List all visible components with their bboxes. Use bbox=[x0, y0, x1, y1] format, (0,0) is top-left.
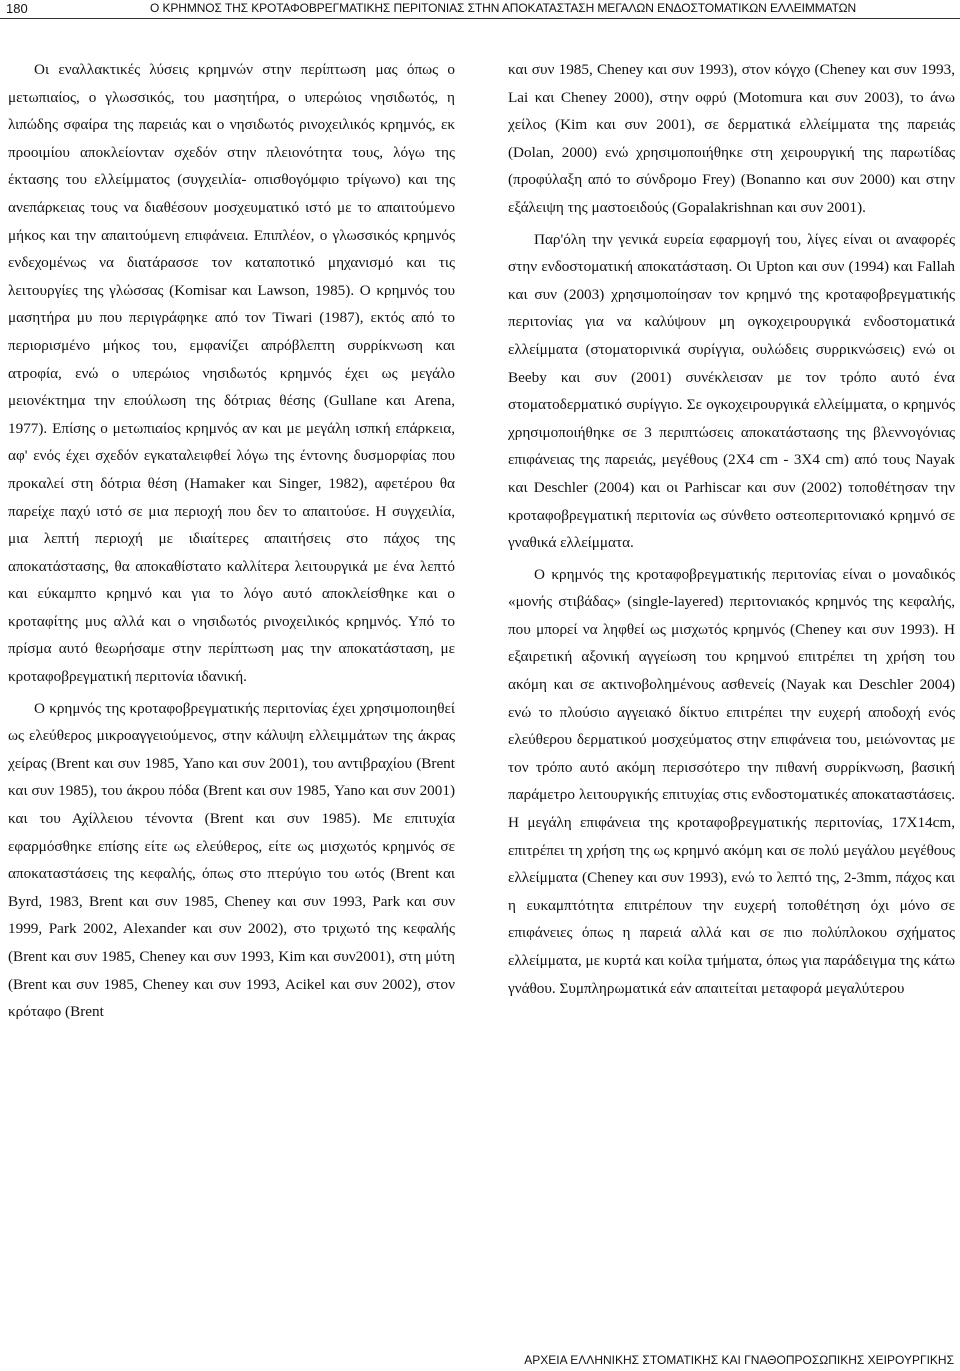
page-number: 180 bbox=[6, 1, 28, 16]
right-paragraph-3: Ο κρημνός της κροταφοβρεγματικής περιτονίας είναι ο μοναδικός «μονής στιβάδας» (single-layered) περιτονιακός κρημνός της κεφαλής, που μπορεί να ληφθεί ως μισχωτός κρημνός (Cheney και συν 1993). Η εξαιρετική αξονική αγγείωση του κρημνού επιτρέπει τη χρήση του ακόμη και σε ακτινοβολημένους ασθενείς (Nayak και Deschler 2004) ενώ το πλούσιο αγγειακό δίκτυο επιτρέπει την ευχερή αποδοχή ενός ελεύθερου δερματικού μοσχεύματος στην επιφάνεια του, μειώνοντας με τον τρόπο αυτό ακόμη περισσότερο την πιθανή συρρίκνωση, βασική παράμετρο λειτουργικής επιτυχίας στις ενδοστοματικές αποκαταστάσεις. Η μεγάλη επιφάνεια της κροταφοβρεγματικής περιτονίας, 17X14cm, επιτρέπει τη χρήση της ως κρημνό ακόμη και σε πολύ μεγάλου μεγέθους ελλείμματα (Cheney και συν 1993), ενώ το λεπτό της, 2-3mm, πάχος και η ευκαμπτότητα επιτρέπουν την ευχερή τοποθέτηση όχι μόνο σε επιφάνειες όπως η παρειά αλλά και σε πιο πολύπλοκου σχήματος ελλείμματα, με κυρτά και κοίλα τμήματα, όπως για παράδειγμα της κάτω γνάθου. Συμπληρωματικά εάν απαιτείται μεταφορά μεγαλύτερου bbox=[508, 565, 955, 997]
left-paragraph-2: Ο κρημνός της κροταφοβρεγματικής περιτονίας έχει χρησιμοποιηθεί ως ελεύθερος μικροαγγειούμενος, στην κάλυψη ελλειμμάτων της άκρας χείρας (Brent και συν 1985, Yano και συν 2001), του αντιβραχίου (Brent και συν 1985), του άκρου πόδα (Brent και συν 1985, Yano και συν 2001) και του Αχίλλειου τένοντα (Brent και συν 1985). Με επιτυχία εφαρμόσθηκε επίσης είτε ως ελεύθερος, είτε ως μισχωτός κρημνός σε αποκαταστάσεις της κεφαλής, όπως στο πτερύγιο του ωτός (Brent και Byrd, 1983, Brent και συν 1985, Cheney και συν 1993, Park και συν 1999, Park 2002, Alexander και συν 2002), στο τριχωτό της κεφαλής (Brent και συν 1985, Cheney και συν 1993, Kim και συν2001), στη μύτη (Brent και συν 1985, Cheney και συν 1993, Acikel και συν 2002), στον κρόταφο (Brent bbox=[8, 699, 455, 1021]
right-column bbox=[508, 56, 955, 1002]
left-paragraph-1: Οι εναλλακτικές λύσεις κρημνών στην περίπτωση μας όπως ο μετωπιαίος, ο γλωσσικός, του μασητήρα, ο υπερώιος νησιδωτός, η λιπώδης σφαίρα της παρειάς και ο νησιδωτός ρινοχειλικός κρημνός, εκ προοιμίου αποκλείονταν σχεδόν στην πλειονότητα τους, λόγω της έκτασης του ελλείμματος (συγχειλία- οπισθογόμφιο τρίγωνο) και της ανεπάρκειας τους να διαθέσουν μοσχευματικό ιστό με το απαιτούμενο μήκος και την απαιτούμενη επιφάνεια. Επιπλέον, ο γλωσσικός κρημνός ενδεχομένως να διατάρασσε τον καταποτικό μηχανισμό και τις λειτουργίες της γλώσσας (Komisar και Lawson, 1985). Ο κρημνός του μασητήρα μυ που περιγράφηκε από τον Tiwari (1987), εκτός από το περιορισμένο μήκος του, εμφανίζει απρόβλεπτη συρρίκνωση και ατροφία, ενώ ο υπερώιος νησιδωτός κρημνός έχει ως μεγάλο μειονέκτημα την επούλωση της δότριας θέσης (Gullane και Arena, 1977). Επίσης ο μετωπιαίος κρημνός αν και με μεγάλη ισπκή επάρκεια, αφ' ενός έχει σχεδόν εγκαταλειφθεί λόγω της έντονης δυσμορφίας που προκαλεί στη δότρια θέση (Hamaker και Singer, 1982), αφετέρου θα παρείχε παχύ ιστό σε μια περιοχή που δεν το απαιτούσε. Η συγχειλία, μια λεπτή περιοχή με ιδιαίτερες απαιτήσεις στο πάχος της αποκατάστασης, θα αποκαθίστατο καλλίτερα λειτουργικά με ένα λεπτό και εύκαμπτο κρημνό και για το λόγο αυτό αποκλείσθηκε και ο κροταφίτης μυς αλλά και ο νησιδωτός ρινοχειλικός κρημνός. Υπό το πρίσμα αυτό θεωρήσαμε στην περίπτωση μας την αποκατάσταση, με κροταφοβρεγματική περιτονία ιδανική. bbox=[8, 61, 455, 686]
left-column bbox=[8, 56, 455, 1026]
journal-footer: ΑΡΧΕΙΑ ΕΛΛΗΝΙΚΗΣ ΣΤΟΜΑΤΙΚΗΣ ΚΑΙ ΓΝΑΘΟΠΡΟΣΩΠΙΚΗΣ ΧΕΙΡΟΥΡΓΙΚΗΣ bbox=[524, 1353, 954, 1367]
right-paragraph-1: και συν 1985, Cheney και συν 1993), στον κόγχο (Cheney και συν 1993, Lai και Cheney 2000), στην οφρύ (Motomura και συν 2003), το άνω χείλος (Kim και συν 2001), σε δερματικά ελλείμματα της παρειάς (Dolan, 2000) ενώ χρησιμοποιήθηκε στη χειρουργική της παρωτίδας (προφύλαξη από το σύνδρομο Frey) (Bonanno και συν 2000) και στην εξάλειψη της μαστοειδούς (Gopalakrishnan και συν 2001). bbox=[508, 61, 955, 216]
page-header bbox=[0, 0, 960, 22]
right-paragraph-2: Παρ'όλη την γενικά ευρεία εφαρμογή του, λίγες είναι οι αναφορές στην ενδοστοματική αποκατάσταση. Οι Upton και συν (1994) και Fallah και συν (2003) χρησιμοποίησαν τον κρημνό της κροταφοβρεγματικής περιτονίας για να καλύψουν μη ογκοχειρουργικά ενδοστοματικά ελλείμματα (στοματορινικά συρίγγια, ουλώδεις συρρικνώσεις) ενώ οι Beeby και συν (2001) συνέκλεισαν με τον τρόπο αυτό ένα στοματοδερματικό συρίγγιο. Σε ογκοχειρουργικά ελλείμματα, ο κρημνός χρησιμοποιήθηκε σε 3 περιπτώσεις αποκατάστασης της βλεννογόνιας επιφάνειας της παρειάς, μεγέθους (2Χ4 cm - 3Χ4 cm) από τους Nayak και Deschler (2004) και οι Parhiscar και συν (2002) τοποθέτησαν την κροταφοβρεγματική περιτονία ως σύνθετο οστεοπεριτονιακό κρημνό σε γναθικά ελλείμματα. bbox=[508, 230, 955, 552]
header-divider bbox=[0, 18, 960, 19]
running-title: Ο ΚΡΗΜΝΟΣ ΤΗΣ ΚΡΟΤΑΦΟΒΡΕΓΜΑΤΙΚΗΣ ΠΕΡΙΤΟΝΙΑΣ ΣΤΗΝ ΑΠΟΚΑΤΑΣΤΑΣΗ ΜΕΓΑΛΩΝ ΕΝΔΟΣΤΟΜΑΤΙΚΩΝ ΕΛΛΕΙΜΜΑΤΩΝ bbox=[150, 1, 857, 15]
